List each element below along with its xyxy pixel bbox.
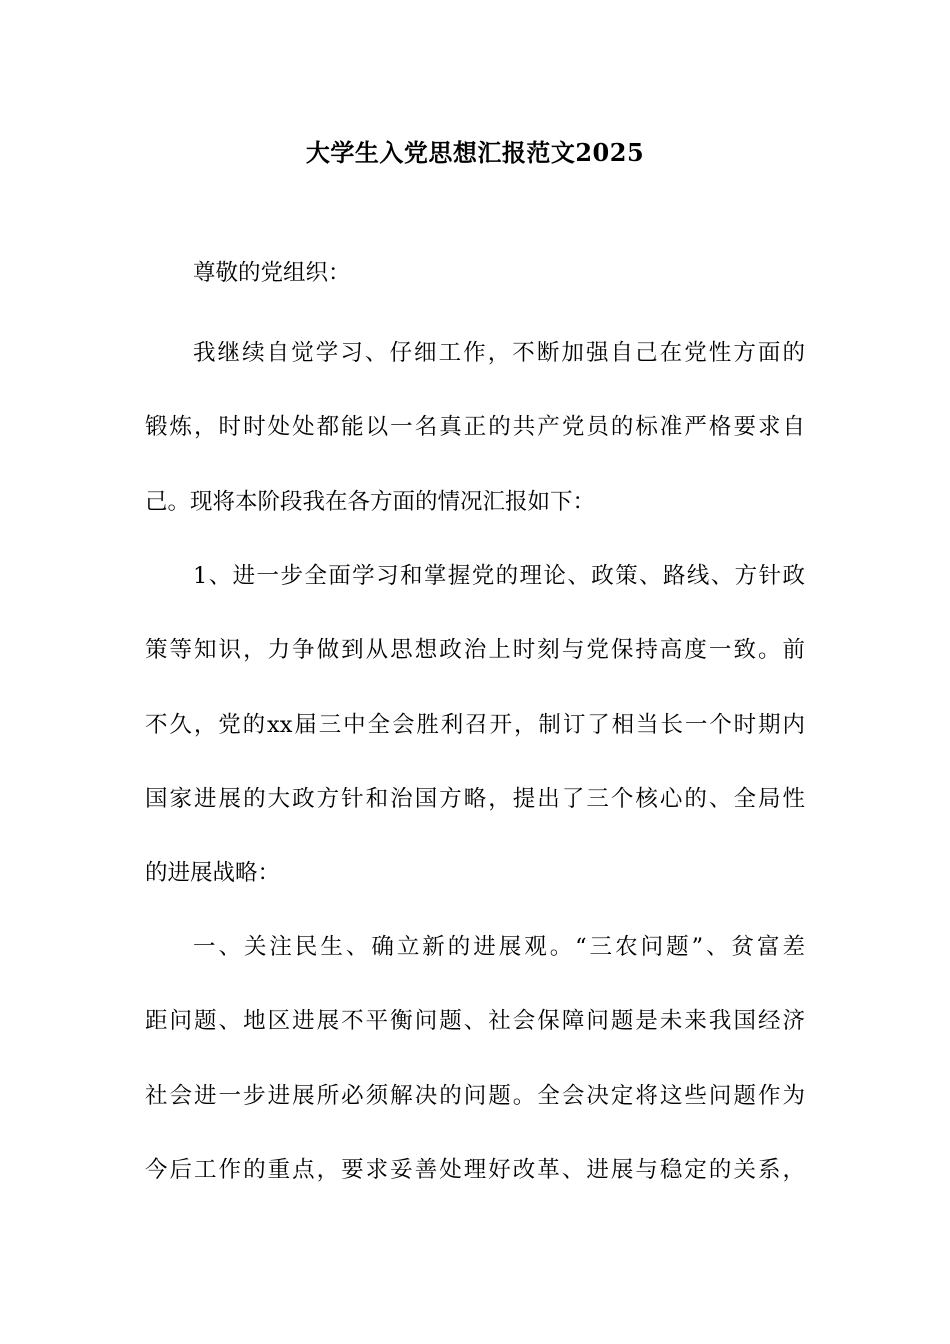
paragraph-line: 国家进展的大政方针和治国方略，提出了三个核心的、全局性: [145, 785, 805, 812]
paragraph-line: 社会进一步进展所必须解决的问题。全会决定将这些问题作为: [145, 1082, 805, 1109]
paragraph-line: 距问题、地区进展不平衡问题、社会保障问题是未来我国经济: [145, 1008, 805, 1035]
paragraph-line: 一、关注民生、确立新的进展观。“三农问题”、贫富差: [193, 934, 805, 960]
paragraph-line: 策等知识，力争做到从思想政治上时刻与党保持高度一致。前: [145, 637, 805, 664]
paragraph-line: 不久，党的xx届三中全会胜利召开，制订了相当长一个时期内: [145, 711, 805, 738]
paragraph-line: 我继续自觉学习、仔细工作，不断加强自己在党性方面的: [193, 340, 805, 366]
paragraph-line: 己。现将本阶段我在各方面的情况汇报如下：: [145, 488, 596, 515]
paragraph-2: [145, 539, 805, 910]
document-title: 大学生入党思想汇报范文2025: [305, 138, 645, 167]
paragraph-line: 今后工作的重点，要求妥善处理好改革、进展与稳定的关系，: [145, 1156, 805, 1183]
paragraph-line: 的进展战略：: [145, 860, 281, 887]
salutation-text: 尊敬的党组织：: [193, 260, 351, 286]
paragraph-3: [145, 910, 805, 1207]
paragraph-1: [145, 316, 805, 539]
salutation: [145, 236, 805, 310]
paragraph-line: 锻炼，时时处处都能以一名真正的共产党员的标准严格要求自: [145, 414, 805, 441]
paragraph-line: 1、进一步全面学习和掌握党的理论、政策、路线、方针政: [193, 563, 805, 589]
